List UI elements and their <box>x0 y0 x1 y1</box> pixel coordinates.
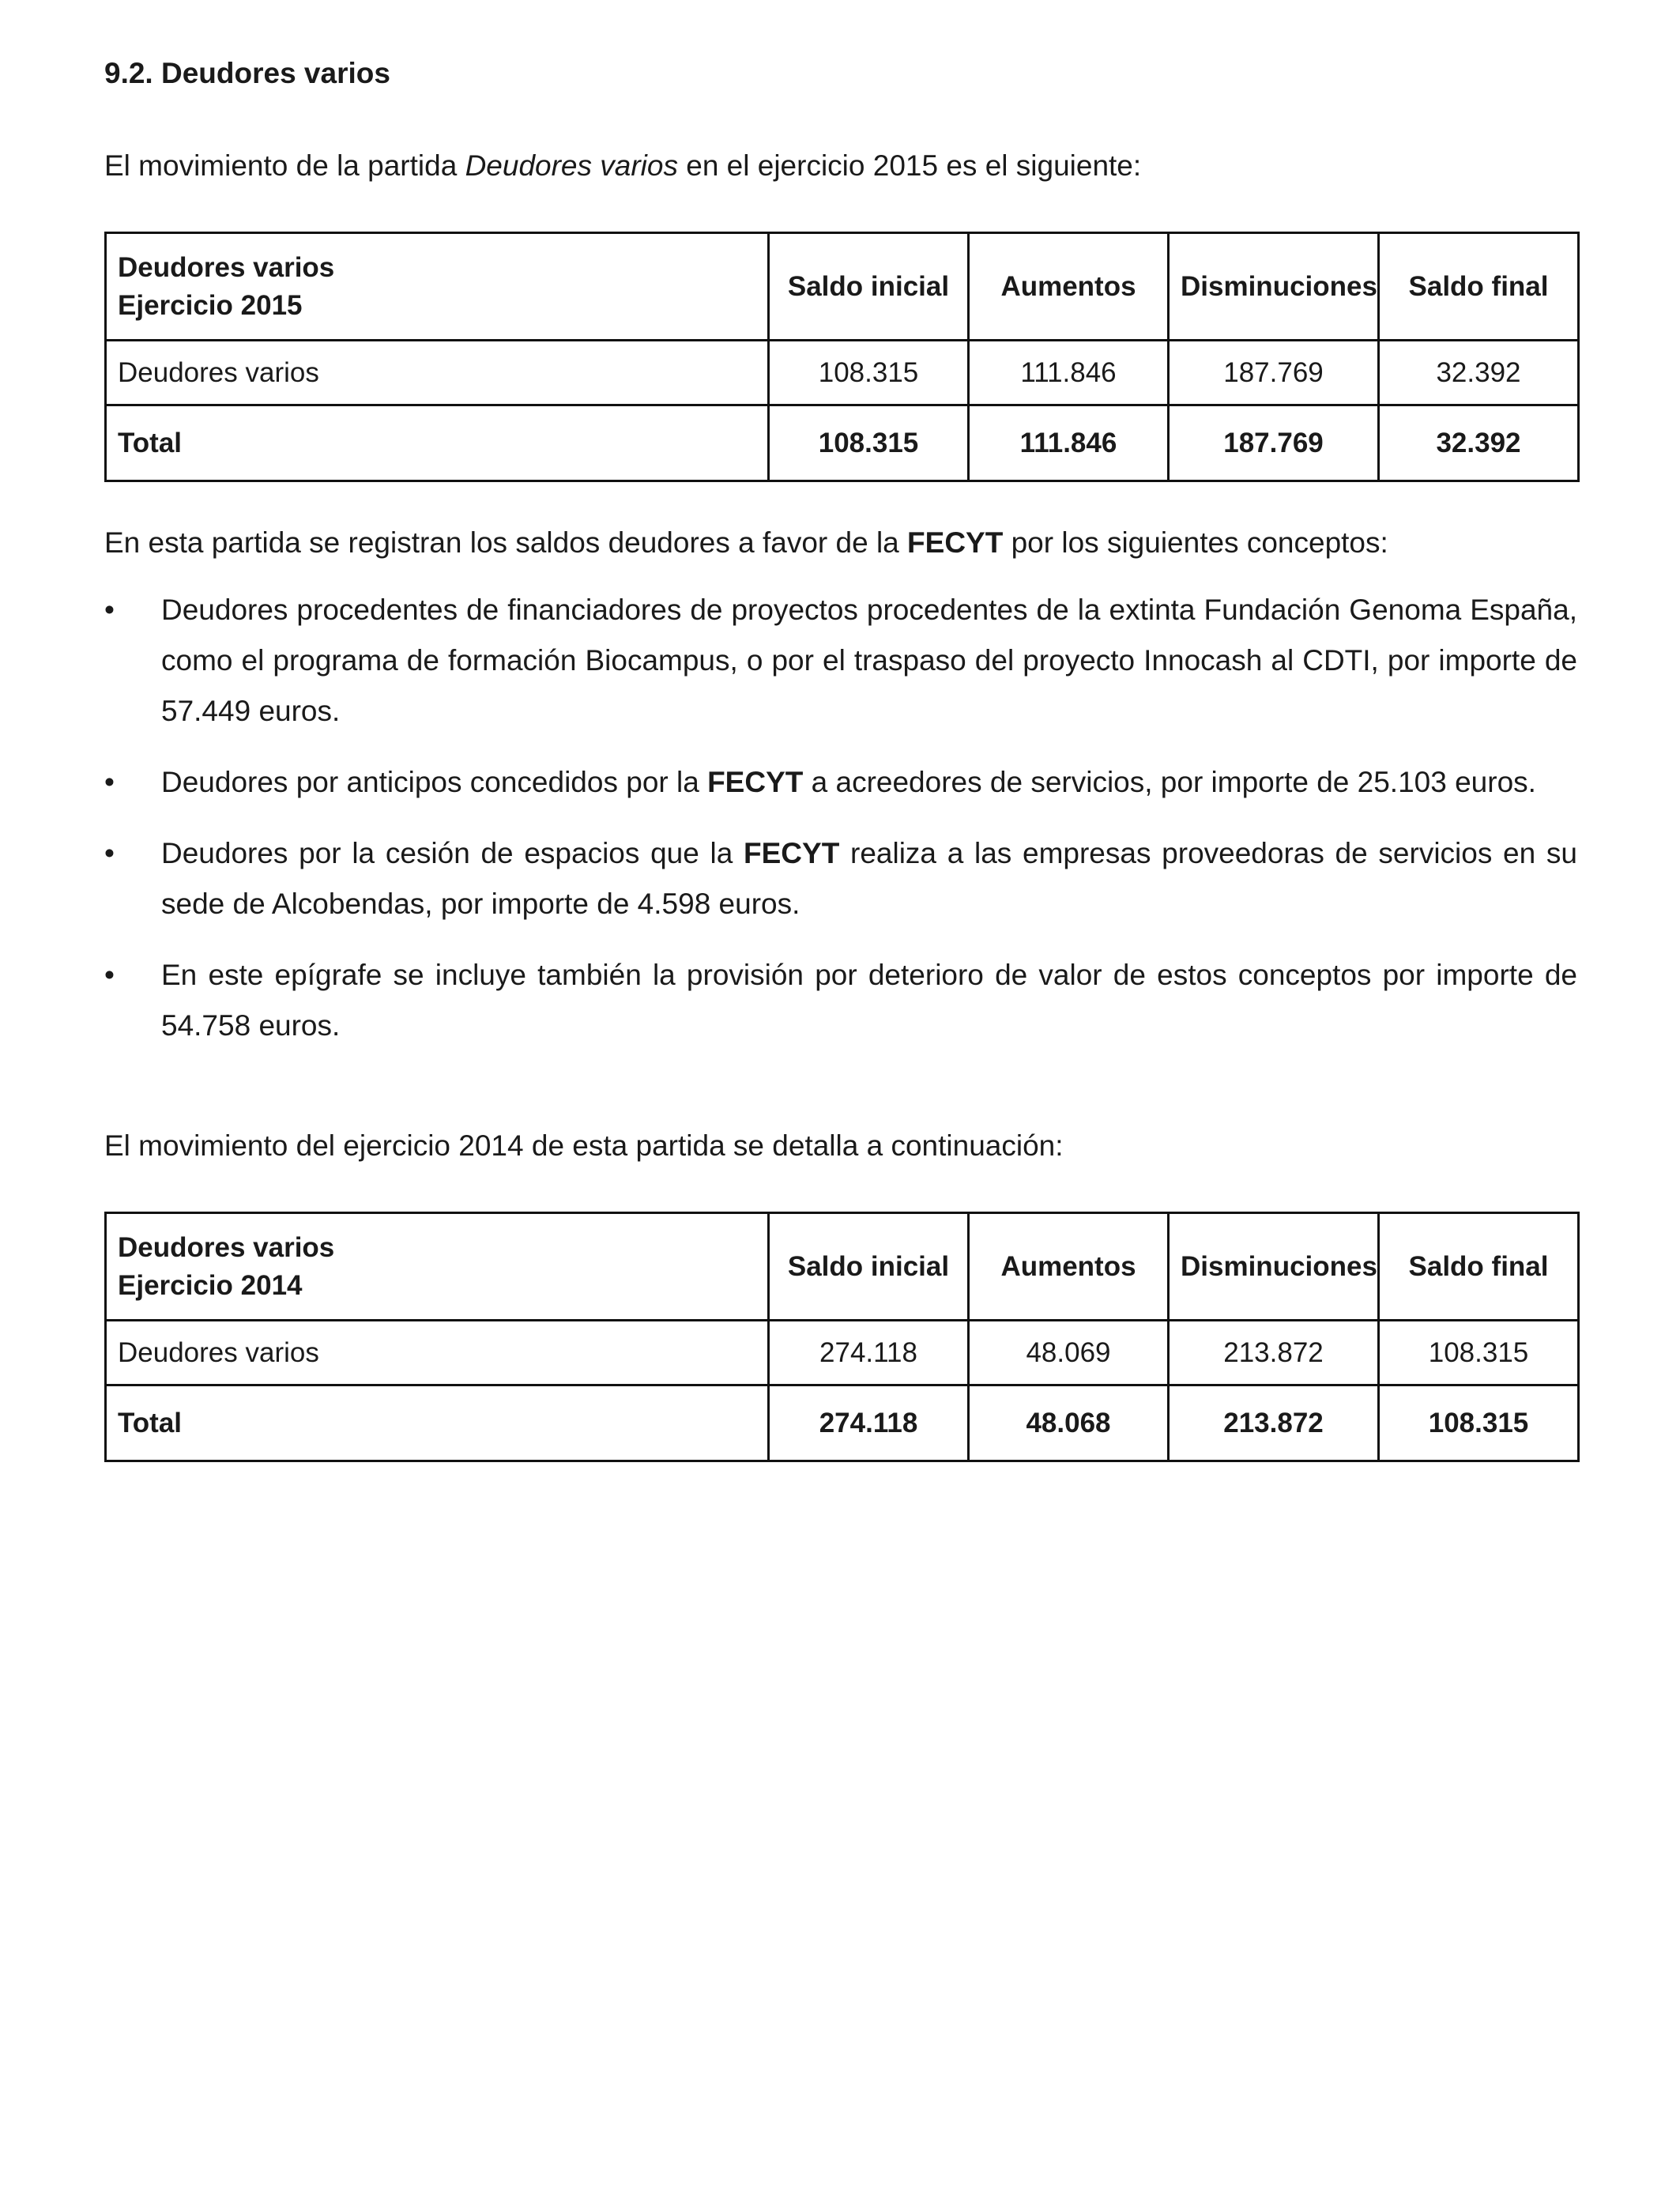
concepts-paragraph <box>104 518 1577 568</box>
list-item-bold: FECYT <box>744 837 840 869</box>
total-row <box>106 1385 1579 1461</box>
table-cell: 213.872 <box>1169 1321 1379 1385</box>
bullet-icon: • <box>104 959 115 991</box>
intro-2015-text-end: en el ejercicio 2015 es el siguiente: <box>677 149 1142 182</box>
intro-2014-paragraph: El movimiento del ejercicio 2014 de esta partida se detalla a continuación: <box>104 1129 1064 1162</box>
column-header: Saldo final <box>1379 1213 1579 1321</box>
list-item-text-end: a acreedores de servicios, por importe de 25.103 euros. <box>803 766 1536 798</box>
table-header-row <box>106 1213 1579 1321</box>
bullet-icon: • <box>104 837 115 869</box>
table-cell: 48.069 <box>969 1321 1169 1385</box>
table-cell: 111.846 <box>969 341 1169 405</box>
section-heading: 9.2. Deudores varios <box>104 57 390 89</box>
table-header-label <box>106 1213 769 1321</box>
total-row <box>106 405 1579 481</box>
concepts-list <box>104 585 1577 1072</box>
header-line-1: Deudores varios <box>118 251 335 283</box>
column-header: Saldo inicial <box>769 1213 969 1321</box>
total-label: Total <box>106 405 769 481</box>
header-line-2: Ejercicio 2015 <box>118 289 303 321</box>
total-cell: 274.118 <box>769 1385 969 1461</box>
table-header-label <box>106 233 769 341</box>
column-header: Saldo inicial <box>769 233 969 341</box>
list-item <box>104 757 1577 808</box>
column-header: Saldo final <box>1379 233 1579 341</box>
table-cell: 108.315 <box>769 341 969 405</box>
list-item-text: Deudores por anticipos concedidos por la <box>161 766 708 798</box>
table-2015 <box>104 232 1580 482</box>
bullet-icon: • <box>104 766 115 798</box>
column-header: Disminuciones <box>1169 1213 1379 1321</box>
table-cell: 108.315 <box>1379 1321 1579 1385</box>
table-cell: 187.769 <box>1169 341 1379 405</box>
list-item-text-end: realiza a las empresas proveedoras de servicios en su sede de Alcobendas, por importe de 4.598 euros. <box>161 837 1577 920</box>
table-2014 <box>104 1212 1580 1462</box>
column-header: Aumentos <box>969 1213 1169 1321</box>
intro-2015-paragraph <box>104 141 1577 191</box>
list-item-text: En este epígrafe se incluye también la provisión por deterioro de valor de estos conceptos por importe de 54.758 euros. <box>161 959 1577 1042</box>
table-cell: 32.392 <box>1379 341 1579 405</box>
list-item-bold: FECYT <box>707 766 804 798</box>
list-item-text: Deudores por la cesión de espacios que la <box>161 837 744 869</box>
total-label: Total <box>106 1385 769 1461</box>
table-header-row <box>106 233 1579 341</box>
concepts-text: En esta partida se registran los saldos deudores a favor de la <box>104 526 908 559</box>
header-line-2: Ejercicio 2014 <box>118 1269 303 1301</box>
total-cell: 108.315 <box>769 405 969 481</box>
total-cell: 48.068 <box>969 1385 1169 1461</box>
bullet-icon: • <box>104 594 115 626</box>
intro-2015-italic: Deudores varios <box>465 149 678 182</box>
table-row <box>106 341 1579 405</box>
total-cell: 111.846 <box>969 405 1169 481</box>
total-cell: 213.872 <box>1169 1385 1379 1461</box>
total-cell: 108.315 <box>1379 1385 1579 1461</box>
table-cell: 274.118 <box>769 1321 969 1385</box>
column-header: Disminuciones <box>1169 233 1379 341</box>
row-label: Deudores varios <box>106 1321 769 1385</box>
list-item <box>104 585 1577 737</box>
concepts-text-end: por los siguientes conceptos: <box>1003 526 1388 559</box>
list-item <box>104 950 1577 1051</box>
concepts-bold: FECYT <box>907 526 1004 559</box>
list-item <box>104 828 1577 929</box>
intro-2015-text: El movimiento de la partida <box>104 149 465 182</box>
total-cell: 187.769 <box>1169 405 1379 481</box>
column-header: Aumentos <box>969 233 1169 341</box>
total-cell: 32.392 <box>1379 405 1579 481</box>
row-label: Deudores varios <box>106 341 769 405</box>
table-row <box>106 1321 1579 1385</box>
header-line-1: Deudores varios <box>118 1231 335 1263</box>
list-item-text: Deudores procedentes de financiadores de proyectos procedentes de la extinta Fundación Genoma España, como el programa de formación Biocampus, o por el traspaso del proyecto Innocash al CDTI, por importe de 57.449 euros. <box>161 594 1577 727</box>
